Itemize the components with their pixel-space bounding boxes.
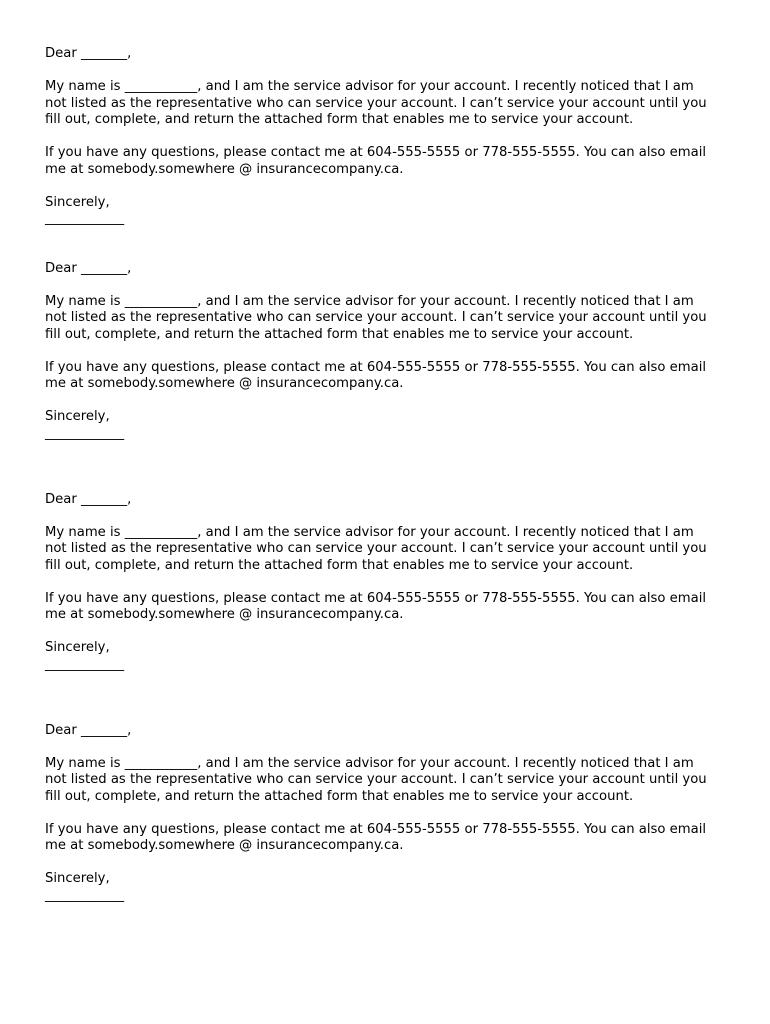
- letter-signature-line: ____________: [45, 425, 125, 441]
- letter-contact-paragraph: If you have any questions, please contact me at 604-555-5555 or 778-555-5555. You can also email me at somebody.somewhere @ insurancecompany.ca.: [45, 821, 711, 853]
- letter-closing: Sincerely,: [45, 194, 110, 210]
- letter-body-paragraph: My name is ___________, and I am the service advisor for your account. I recently noticed that I am not listed as the representative who can service your account. I can’t service your account until you fill out, complete, and return the attached form that enables me to service your account.: [45, 524, 711, 573]
- letter-contact-paragraph: If you have any questions, please contact me at 604-555-5555 or 778-555-5555. You can also email me at somebody.somewhere @ insurancecompany.ca.: [45, 590, 711, 622]
- letter-signature-line: ____________: [45, 887, 125, 903]
- letter-signature-line: ____________: [45, 656, 125, 672]
- letter-greeting: Dear _______,: [45, 260, 132, 276]
- letter-closing: Sincerely,: [45, 409, 110, 424]
- letter-greeting: Dear _______,: [45, 722, 132, 738]
- letter-contact-paragraph: If you have any questions, please contact me at 604-555-5555 or 778-555-5555. You can also email me at somebody.somewhere @ insurancecompany.ca.: [45, 359, 711, 391]
- letter-body-paragraph: My name is ___________, and I am the service advisor for your account. I recently noticed that I am not listed as the representative who can service your account. I can’t service your account until you fill out, complete, and return the attached form that enables me to service your account.: [45, 293, 711, 342]
- document-page: [45, 46, 715, 904]
- letter-body-paragraph: My name is ___________, and I am the service advisor for your account. I recently noticed that I am not listed as the representative who can service your account. I can’t service your account until you fill out, complete, and return the attached form that enables me to service your account.: [45, 755, 711, 804]
- letter-block: [45, 46, 715, 228]
- letter-block: [45, 261, 715, 443]
- letter-block: [45, 723, 715, 905]
- letter-body-paragraph: My name is ___________, and I am the service advisor for your account. I recently noticed that I am not listed as the representative who can service your account. I can’t service your account until you fill out, complete, and return the attached form that enables me to service your account.: [45, 79, 711, 127]
- letter-contact-paragraph: If you have any questions, please contact me at 604-555-5555 or 778-555-5555. You can also email me at somebody.somewhere @ insurancecompany.ca.: [45, 145, 711, 177]
- letter-closing: Sincerely,: [45, 640, 110, 655]
- letter-signature-line: ____________: [45, 211, 125, 226]
- letter-block: [45, 492, 715, 674]
- letter-greeting: Dear _______,: [45, 46, 132, 61]
- letter-greeting: Dear _______,: [45, 491, 132, 507]
- letter-closing: Sincerely,: [45, 871, 110, 886]
